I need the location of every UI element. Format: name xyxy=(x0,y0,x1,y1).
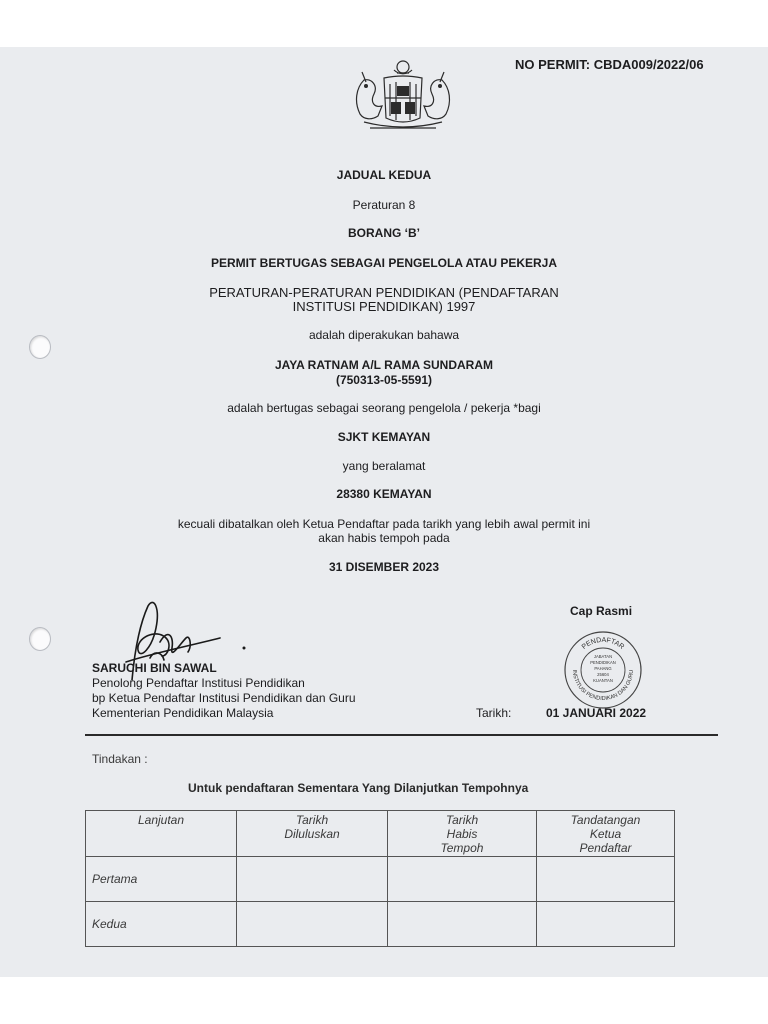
row-label-kedua: Kedua xyxy=(86,902,237,947)
header-cell-lanjutan xyxy=(86,811,237,857)
stamp-center-line1: JABATAN xyxy=(593,654,613,659)
extension-title: Untuk pendaftaran Sementara Yang Dilanjutkan Tempohnya xyxy=(188,781,529,795)
permit-number: NO PERMIT: CBDA009/2022/06 xyxy=(515,57,704,72)
header-text: Tarikh xyxy=(295,813,329,827)
permit-title: PERMIT BERTUGAS SEBAGAI PENGELOLA ATAU PEKERJA xyxy=(210,256,558,270)
action-label: Tindakan : xyxy=(92,752,148,766)
official-stamp-label: Cap Rasmi xyxy=(570,604,633,618)
stamp-ring-top-text: PENDAFTAR xyxy=(580,636,626,651)
header-cell-tarikh-habis-tempoh xyxy=(388,811,537,857)
row-label-pertama: Pertama xyxy=(86,857,237,902)
header-text: Diluluskan xyxy=(284,827,340,841)
institution-address: 28380 KEMAYAN xyxy=(336,487,432,501)
table-cell xyxy=(237,902,388,947)
stamp-center-line5: KUANTAN xyxy=(593,678,613,683)
svg-text:PENDAFTAR xyxy=(581,637,625,651)
holder-name: JAYA RATNAM A/L RAMA SUNDARAM xyxy=(274,358,493,372)
header-text: Tarikh xyxy=(445,813,479,827)
act-title-line2: INSTITUSI PENDIDIKAN) 1997 xyxy=(292,299,476,314)
header-text: Tempoh xyxy=(440,841,484,855)
expiry-date: 31 DISEMBER 2023 xyxy=(328,560,440,574)
header-text: Habis xyxy=(446,827,478,841)
stamp-center-line4: 25604 xyxy=(597,672,609,677)
stamp-center-line2: PENDIDIKAN xyxy=(590,660,616,665)
table-cell xyxy=(537,902,675,947)
table-row xyxy=(86,857,675,902)
extension-table xyxy=(85,810,675,947)
signatory-title-line3: Kementerian Pendidikan Malaysia xyxy=(92,706,274,720)
header-text: Pendaftar xyxy=(579,841,632,855)
header-text: Lanjutan xyxy=(137,813,185,827)
schedule-heading: JADUAL KEDUA xyxy=(336,168,432,182)
official-rubber-stamp xyxy=(563,630,643,710)
coat-of-arms-emblem xyxy=(344,58,462,140)
table-header-row xyxy=(86,811,675,857)
certified-text: adalah diperakukan bahawa xyxy=(308,328,460,342)
signatory-name: SARUCHI BIN SAWAL xyxy=(92,661,217,675)
table-cell xyxy=(388,902,537,947)
signatory-title-line1: Penolong Pendaftar Institusi Pendidikan xyxy=(92,676,305,690)
regulation-number: Peraturan 8 xyxy=(352,198,416,212)
table-cell xyxy=(537,857,675,902)
table-cell xyxy=(237,857,388,902)
punch-hole-bottom xyxy=(29,627,51,651)
header-text: Tandatangan xyxy=(570,813,641,827)
table-cell xyxy=(388,857,537,902)
stamp-ring-bottom-text: INSTITUSI PENDIDIKAN DAN GURU xyxy=(570,669,636,703)
header-text: Ketua xyxy=(589,827,622,841)
header-cell-tarikh-diluluskan xyxy=(237,811,388,857)
signatory-title-line2: bp Ketua Pendaftar Institusi Pendidikan dan Guru xyxy=(92,691,356,705)
act-title-line1: PERATURAN-PERATURAN PENDIDIKAN (PENDAFTARAN xyxy=(209,285,559,300)
expiry-note-line2: akan habis tempoh pada xyxy=(318,531,450,545)
divider-line xyxy=(85,734,718,736)
institution-name: SJKT KEMAYAN xyxy=(337,430,431,444)
header-cell-tandatangan xyxy=(537,811,675,857)
stamp-center-line3: PAHANG xyxy=(594,666,612,671)
issue-date: 01 JANUARI 2022 xyxy=(546,706,647,720)
address-label: yang beralamat xyxy=(342,459,426,473)
holder-id: (750313-05-5591) xyxy=(335,373,433,387)
table-row xyxy=(86,902,675,947)
expiry-note-line1: kecuali dibatalkan oleh Ketua Pendaftar pada tarikh yang lebih awal permit ini xyxy=(177,517,591,531)
role-text: adalah bertugas sebagai seorang pengelola / pekerja *bagi xyxy=(227,401,541,415)
form-title: BORANG ‘B’ xyxy=(348,226,420,240)
date-label: Tarikh: xyxy=(476,706,512,720)
